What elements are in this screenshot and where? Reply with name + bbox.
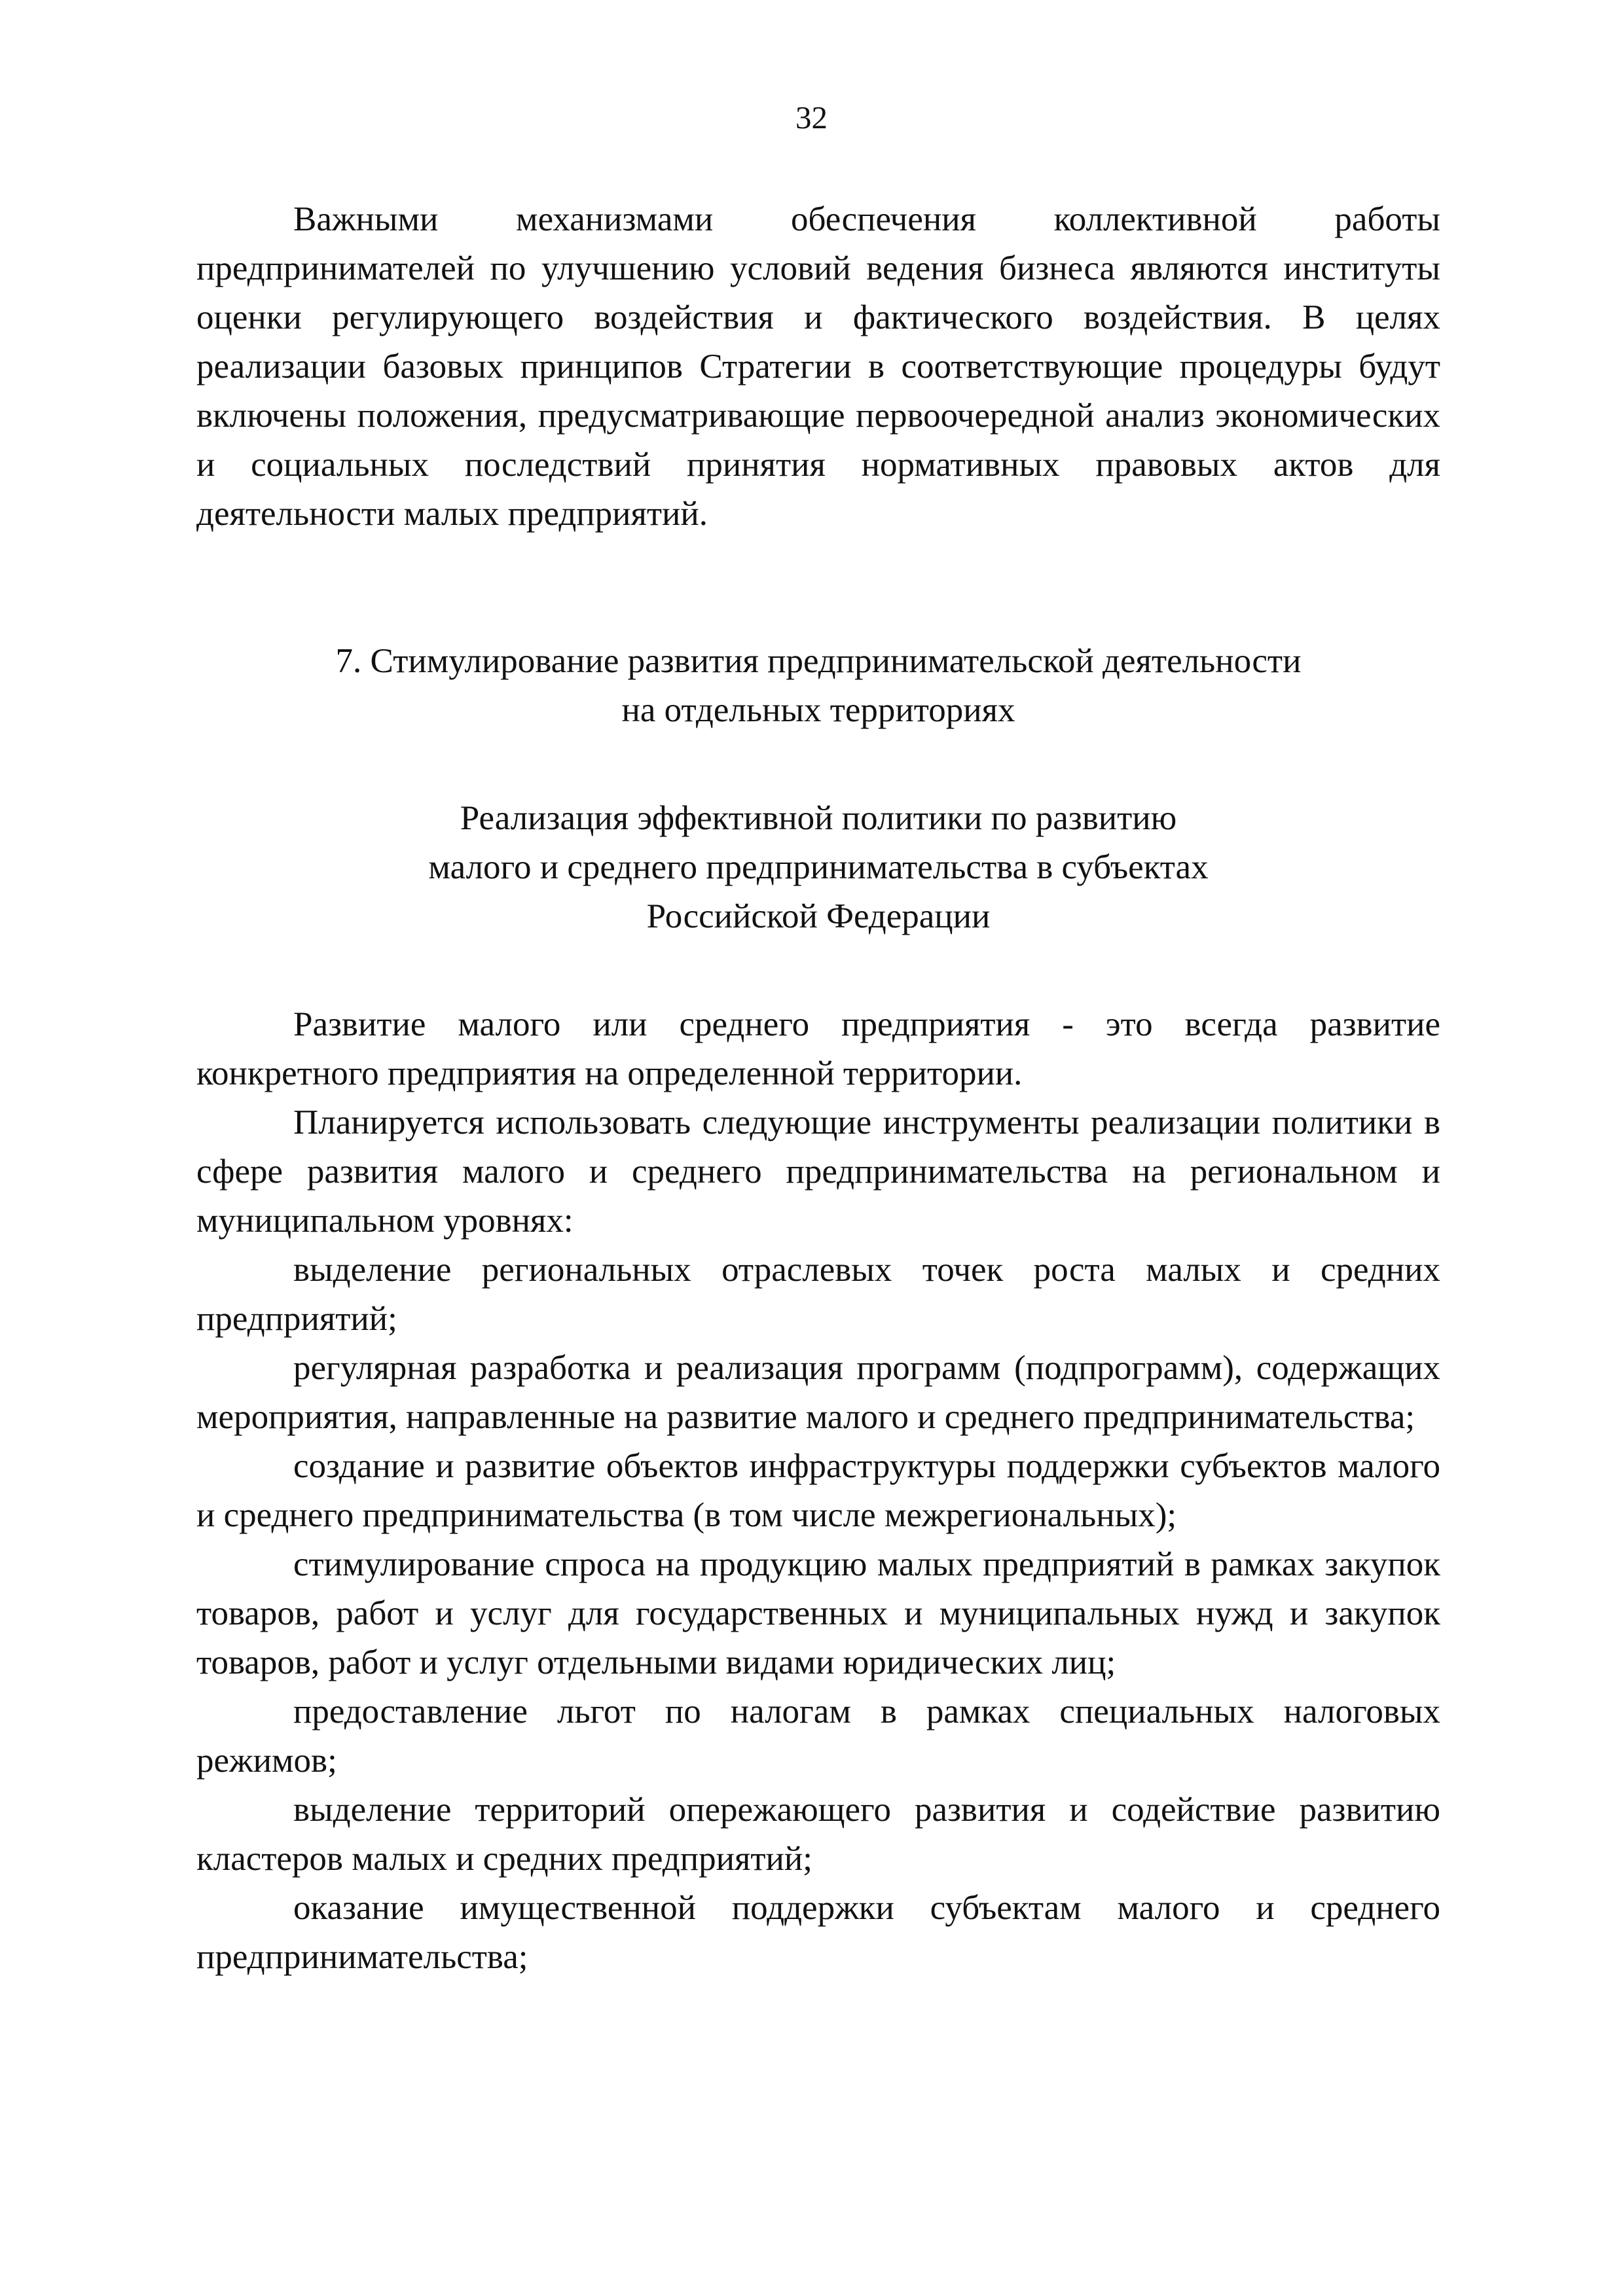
list-item: оказание имущественной поддержки субъектам малого и среднего предпринимательства; bbox=[196, 1889, 1440, 1976]
paragraph: Развитие малого или среднего предприятия - это всегда развитие конкретного предприятия на определенной территории. bbox=[196, 1005, 1440, 1092]
paragraph: Планируется использовать следующие инструменты реализации политики в сфере развития малого и среднего предпринимательства на региональном и муниципальном уровнях: bbox=[196, 1103, 1440, 1240]
section-heading-line-1: 7. Стимулирование развития предпринимательской деятельности bbox=[335, 642, 1302, 680]
subsection-heading-line-1: Реализация эффективной политики по развитию bbox=[460, 799, 1177, 837]
list-item: регулярная разработка и реализация программ (подпрограмм), содержащих мероприятия, направленные на развитие малого и среднего предпринимательства; bbox=[196, 1349, 1440, 1436]
subsection-heading-line-2: малого и среднего предпринимательства в субъектах bbox=[428, 848, 1209, 886]
page-number: 32 bbox=[795, 99, 828, 135]
list-item: выделение территорий опережающего развития и содействие развитию кластеров малых и средних предприятий; bbox=[196, 1791, 1440, 1878]
section-heading-line-2: на отдельных территориях bbox=[621, 691, 1015, 729]
subsection-heading-line-3: Российской Федерации bbox=[646, 897, 991, 935]
page-body bbox=[196, 195, 1440, 1982]
intro-paragraph: Важными механизмами обеспечения коллективной работы предпринимателей по улучшению условий ведения бизнеса являются институты оценки регулирующего воздействия и фактического воздействия. В целях реализации базовых принципов Стратегии в соответствующие процедуры будут включены положения, предусматривающие первоочередной анализ экономических и социальных последствий принятия нормативных правовых актов для деятельности малых предприятий. bbox=[196, 200, 1440, 533]
list-item: выделение региональных отраслевых точек роста малых и средних предприятий; bbox=[196, 1251, 1440, 1338]
list-item: стимулирование спроса на продукцию малых предприятий в рамках закупок товаров, работ и услуг для государственных и муниципальных нужд и закупок товаров, работ и услуг отдельными видами юридических лиц; bbox=[196, 1545, 1440, 1681]
list-item: создание и развитие объектов инфраструктуры поддержки субъектов малого и среднего предпринимательства (в том числе межрегиональных); bbox=[196, 1447, 1440, 1534]
list-item: предоставление льгот по налогам в рамках специальных налоговых режимов; bbox=[196, 1693, 1440, 1780]
section-heading bbox=[196, 637, 1440, 735]
subsection-heading bbox=[196, 794, 1440, 941]
